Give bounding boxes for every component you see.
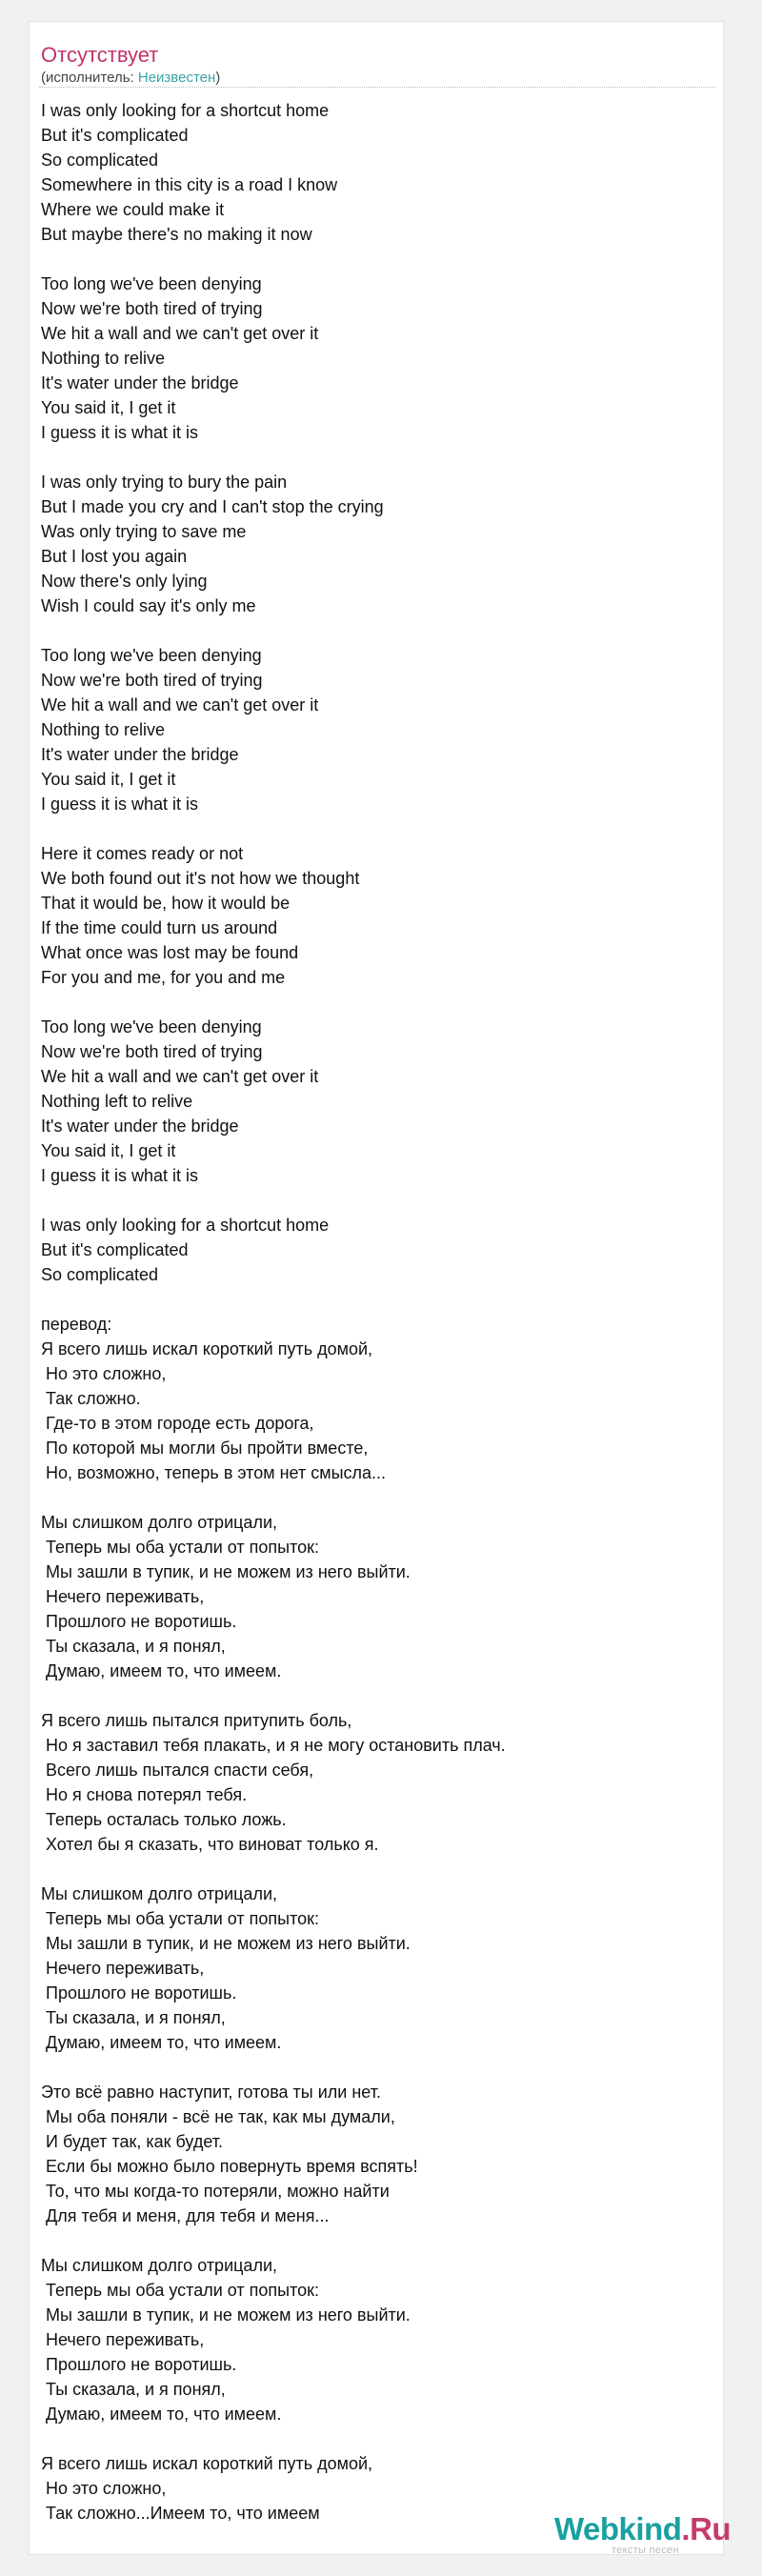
lyric-line: Nothing to relive: [41, 349, 166, 368]
title-divider: [39, 87, 715, 88]
lyric-line: Но, возможно, теперь в этом нет смысла...: [41, 1463, 387, 1482]
lyric-line: Нечего переживать,: [41, 2330, 205, 2349]
lyric-line: It's water under the bridge: [41, 745, 239, 764]
logo-brand: [554, 2512, 745, 2546]
lyric-line: Too long we've been denying: [41, 646, 262, 665]
lyric-line: I was only looking for a shortcut home: [41, 1216, 330, 1235]
lyric-line: I guess it is what it is: [41, 795, 199, 814]
lyric-line: Я всего лишь искал короткий путь домой,: [41, 2454, 373, 2473]
lyric-line: Somewhere in this city is a road I know: [41, 175, 338, 194]
lyric-line: перевод:: [41, 1315, 112, 1334]
lyric-line: So complicated: [41, 151, 159, 170]
lyric-line: Мы зашли в тупик, и не можем из него выйти.: [41, 2305, 411, 2324]
lyric-line: We hit a wall and we can't get over it: [41, 1067, 319, 1086]
lyric-line: Где-то в этом городе есть дорога,: [41, 1414, 314, 1433]
lyric-line: Too long we've been denying: [41, 274, 262, 293]
lyric-line: Прошлого не воротишь.: [41, 1983, 237, 2002]
lyric-line: But I made you cry and I can't stop the crying: [41, 497, 384, 516]
webkind-logo[interactable]: [554, 2512, 745, 2558]
lyric-line: Теперь мы оба устали от попыток:: [41, 2281, 320, 2300]
lyric-line: Нечего переживать,: [41, 1587, 205, 1606]
lyric-line: I was only looking for a shortcut home: [41, 101, 330, 120]
lyric-line: Теперь мы оба устали от попыток:: [41, 1909, 320, 1928]
lyric-line: I guess it is what it is: [41, 423, 199, 442]
lyric-line: You said it, I get it: [41, 770, 176, 789]
lyric-line: Прошлого не воротишь.: [41, 1612, 237, 1631]
artist-suffix: ): [215, 70, 221, 86]
lyric-line: По которой мы могли бы пройти вместе,: [41, 1439, 369, 1458]
artist-line: [41, 70, 220, 87]
lyrics-text: [41, 98, 713, 2526]
lyric-line: Думаю, имеем то, что имеем.: [41, 1661, 282, 1680]
lyric-line: Всего лишь пытался спасти себя,: [41, 1761, 314, 1780]
lyric-line: Ты сказала, и я понял,: [41, 1637, 226, 1656]
lyric-line: То, что мы когда-то потеряли, можно найти: [41, 2182, 390, 2201]
lyric-line: Ты сказала, и я понял,: [41, 2008, 226, 2027]
lyric-line: Мы зашли в тупик, и не можем из него выйти.: [41, 1562, 411, 1581]
lyric-line: It's water under the bridge: [41, 1117, 239, 1136]
stanza-gap: [41, 990, 713, 1015]
lyric-line: Мы слишком долго отрицали,: [41, 2256, 278, 2275]
lyric-line: Думаю, имеем то, что имеем.: [41, 2033, 282, 2052]
lyric-line: Но я заставил тебя плакать, и я не могу остановить плач.: [41, 1736, 506, 1755]
lyric-line: Теперь осталась только ложь.: [41, 1810, 287, 1829]
lyric-line: But maybe there's no making it now: [41, 225, 312, 244]
lyric-line: Нечего переживать,: [41, 1959, 205, 1978]
lyric-line: Too long we've been denying: [41, 1017, 262, 1036]
stanza-gap: [41, 247, 713, 272]
lyric-line: I guess it is what it is: [41, 1166, 199, 1185]
stanza-gap: [41, 2055, 713, 2080]
lyric-line: If the time could turn us around: [41, 918, 278, 937]
stanza-gap: [41, 1287, 713, 1312]
lyric-line: But I lost you again: [41, 547, 188, 566]
lyric-line: We hit a wall and we can't get over it: [41, 324, 319, 343]
lyric-line: Так сложно...Имеем то, что имеем: [41, 2504, 320, 2523]
artist-link[interactable]: Неизвестен: [137, 70, 216, 86]
lyric-line: Мы оба поняли - всё не так, как мы думали,: [41, 2107, 395, 2126]
lyric-line: It's water under the bridge: [41, 373, 239, 392]
lyric-line: I was only trying to bury the pain: [41, 473, 288, 492]
lyric-line: Nothing left to relive: [41, 1092, 193, 1111]
lyric-line: Я всего лишь искал короткий путь домой,: [41, 1339, 373, 1358]
lyric-line: So complicated: [41, 1265, 159, 1284]
stanza-gap: [41, 2228, 713, 2253]
lyric-line: Was only trying to save me: [41, 522, 247, 541]
lyric-line: You said it, I get it: [41, 398, 176, 417]
song-title: Отсутствует: [41, 43, 159, 67]
stanza-gap: [41, 1683, 713, 1708]
lyric-line: Но я снова потерял тебя.: [41, 1785, 248, 1804]
lyric-line: Я всего лишь пытался притупить боль,: [41, 1711, 352, 1730]
lyric-line: Now we're both tired of trying: [41, 671, 263, 690]
lyric-line: Мы слишком долго отрицали,: [41, 1884, 278, 1903]
lyric-line: You said it, I get it: [41, 1141, 176, 1160]
stanza-gap: [41, 1188, 713, 1213]
lyric-line: But it's complicated: [41, 126, 189, 145]
stanza-gap: [41, 1485, 713, 1510]
stanza-gap: [41, 618, 713, 643]
lyric-line: Where we could make it: [41, 200, 225, 219]
lyric-line: Думаю, имеем то, что имеем.: [41, 2405, 282, 2424]
stanza-gap: [41, 1857, 713, 1882]
stanza-gap: [41, 2426, 713, 2451]
lyric-line: Но это сложно,: [41, 2479, 167, 2498]
logo-tagline: тексты песен: [612, 2545, 679, 2556]
lyric-line: For you and me, for you and me: [41, 968, 286, 987]
lyric-line: Но это сложно,: [41, 1364, 167, 1383]
lyric-line: Если бы можно было повернуть время вспять!: [41, 2157, 418, 2176]
lyric-line: Here it comes ready or not: [41, 844, 244, 863]
lyric-line: И будет так, как будет.: [41, 2132, 223, 2151]
lyric-line: We both found out it's not how we thought: [41, 869, 360, 888]
lyric-line: Now we're both tired of trying: [41, 299, 263, 318]
lyric-line: Мы слишком долго отрицали,: [41, 1513, 278, 1532]
lyric-line: That it would be, how it would be: [41, 894, 291, 913]
artist-prefix: (исполнитель:: [41, 70, 138, 86]
stanza-gap: [41, 816, 713, 841]
lyric-line: Для тебя и меня, для тебя и меня...: [41, 2206, 330, 2225]
stanza-gap: [41, 445, 713, 470]
lyric-line: Прошлого не воротишь.: [41, 2355, 237, 2374]
lyric-line: Так сложно.: [41, 1389, 141, 1408]
lyric-line: Это всё равно наступит, готова ты или нет.: [41, 2083, 381, 2102]
logo-tld: .Ru: [681, 2511, 732, 2546]
logo-brand-name: Webkind: [554, 2511, 682, 2546]
lyric-line: Хотел бы я сказать, что виноват только я.: [41, 1835, 379, 1854]
lyric-line: Мы зашли в тупик, и не можем из него выйти.: [41, 1934, 411, 1953]
lyric-line: Ты сказала, и я понял,: [41, 2380, 226, 2399]
lyrics-card: [29, 21, 724, 2555]
lyric-line: What once was lost may be found: [41, 943, 299, 962]
lyric-line: But it's complicated: [41, 1240, 189, 1259]
lyric-line: Nothing to relive: [41, 720, 166, 739]
lyric-line: We hit a wall and we can't get over it: [41, 695, 319, 714]
lyric-line: Теперь мы оба устали от попыток:: [41, 1538, 320, 1557]
lyric-line: Now there's only lying: [41, 572, 208, 591]
lyric-line: Now we're both tired of trying: [41, 1042, 263, 1061]
lyric-line: Wish I could say it's only me: [41, 596, 256, 615]
